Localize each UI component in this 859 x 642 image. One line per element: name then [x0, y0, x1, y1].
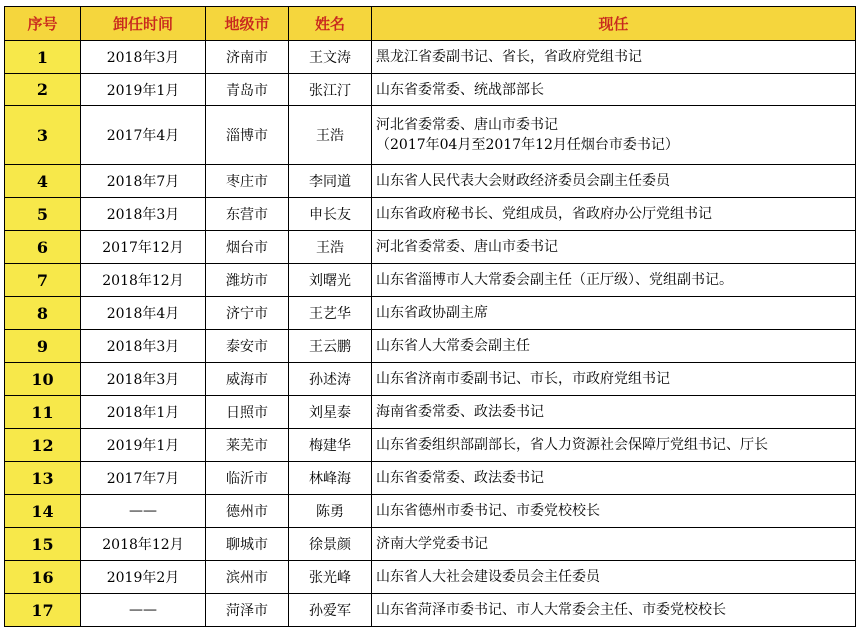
city-cell: 临沂市 — [206, 462, 289, 495]
current-position-line: （2017年04月至2017年12月任烟台市委书记） — [376, 137, 679, 153]
seq-cell: 10 — [5, 363, 81, 396]
leave-time-cell: 2019年1月 — [81, 74, 206, 106]
header-city: 地级市 — [206, 7, 289, 41]
name-cell: 王浩 — [289, 106, 372, 165]
table-row — [5, 74, 856, 106]
table-row — [5, 41, 856, 74]
table-row — [5, 429, 856, 462]
city-cell: 日照市 — [206, 396, 289, 429]
table-row — [5, 396, 856, 429]
seq-cell: 12 — [5, 429, 81, 462]
name-cell: 梅建华 — [289, 429, 372, 462]
officials-table-container — [4, 6, 855, 627]
city-cell: 东营市 — [206, 198, 289, 231]
header-seq: 序号 — [5, 7, 81, 41]
seq-cell: 7 — [5, 264, 81, 297]
header-name: 姓名 — [289, 7, 372, 41]
leave-time-cell: 2018年12月 — [81, 264, 206, 297]
table-row — [5, 231, 856, 264]
name-cell: 孙述涛 — [289, 363, 372, 396]
current-position-cell — [372, 41, 856, 74]
name-cell: 李同道 — [289, 165, 372, 198]
current-position-cell — [372, 231, 856, 264]
seq-cell: 5 — [5, 198, 81, 231]
leave-time-cell: 2019年1月 — [81, 429, 206, 462]
leave-time-cell: 2018年3月 — [81, 198, 206, 231]
city-cell: 淄博市 — [206, 106, 289, 165]
city-cell: 莱芜市 — [206, 429, 289, 462]
table-row — [5, 594, 856, 627]
table-row — [5, 528, 856, 561]
officials-table — [4, 6, 856, 627]
current-position-cell — [372, 462, 856, 495]
name-cell: 孙爱军 — [289, 594, 372, 627]
current-position-line: 山东省人民代表大会财政经济委员会副主任委员 — [376, 173, 670, 189]
city-cell: 青岛市 — [206, 74, 289, 106]
current-position-line: 河北省委常委、唐山市委书记 — [376, 117, 558, 133]
current-position-line: 山东省人大社会建设委员会主任委员 — [376, 569, 600, 585]
current-position-cell — [372, 330, 856, 363]
current-position-line: 济南大学党委书记 — [376, 536, 488, 552]
name-cell: 王文涛 — [289, 41, 372, 74]
city-cell: 聊城市 — [206, 528, 289, 561]
current-position-cell — [372, 363, 856, 396]
name-cell: 张江汀 — [289, 74, 372, 106]
current-position-line: 山东省政协副主席 — [376, 305, 488, 321]
table-row — [5, 297, 856, 330]
city-cell: 潍坊市 — [206, 264, 289, 297]
current-position-cell — [372, 561, 856, 594]
name-cell: 王云鹏 — [289, 330, 372, 363]
table-row — [5, 462, 856, 495]
table-body — [5, 41, 856, 627]
header-leave-time: 卸任时间 — [81, 7, 206, 41]
table-row — [5, 106, 856, 165]
current-position-cell — [372, 74, 856, 106]
table-row — [5, 330, 856, 363]
current-position-line: 山东省德州市委书记、市委党校校长 — [376, 503, 600, 519]
current-position-cell — [372, 264, 856, 297]
current-position-cell — [372, 396, 856, 429]
current-position-cell — [372, 106, 856, 165]
name-cell: 刘曙光 — [289, 264, 372, 297]
leave-time-cell: 2017年7月 — [81, 462, 206, 495]
leave-time-cell: 2018年3月 — [81, 363, 206, 396]
city-cell: 菏泽市 — [206, 594, 289, 627]
current-position-line: 山东省菏泽市委书记、市人大常委会主任、市委党校校长 — [376, 602, 726, 618]
seq-cell: 9 — [5, 330, 81, 363]
leave-time-cell: 2017年4月 — [81, 106, 206, 165]
city-cell: 德州市 — [206, 495, 289, 528]
table-row — [5, 363, 856, 396]
city-cell: 烟台市 — [206, 231, 289, 264]
city-cell: 济宁市 — [206, 297, 289, 330]
seq-cell: 6 — [5, 231, 81, 264]
current-position-line: 山东省淄博市人大常委会副主任（正厅级）、党组副书记。 — [376, 272, 733, 288]
current-position-cell — [372, 198, 856, 231]
leave-time-cell: 2018年3月 — [81, 41, 206, 74]
seq-cell: 4 — [5, 165, 81, 198]
name-cell: 张光峰 — [289, 561, 372, 594]
leave-time-cell: 2018年4月 — [81, 297, 206, 330]
current-position-line: 黑龙江省委副书记、省长，省政府党组书记 — [376, 49, 642, 65]
table-row — [5, 561, 856, 594]
current-position-cell — [372, 297, 856, 330]
current-position-cell — [372, 528, 856, 561]
seq-cell: 17 — [5, 594, 81, 627]
current-position-line: 山东省委常委、政法委书记 — [376, 470, 544, 486]
seq-cell: 3 — [5, 106, 81, 165]
name-cell: 申长友 — [289, 198, 372, 231]
city-cell: 威海市 — [206, 363, 289, 396]
current-position-cell — [372, 429, 856, 462]
city-cell: 泰安市 — [206, 330, 289, 363]
table-row — [5, 198, 856, 231]
name-cell: 徐景颜 — [289, 528, 372, 561]
table-row — [5, 165, 856, 198]
current-position-cell — [372, 165, 856, 198]
table-row — [5, 495, 856, 528]
seq-cell: 16 — [5, 561, 81, 594]
leave-time-cell: 2018年1月 — [81, 396, 206, 429]
leave-time-cell: 2019年2月 — [81, 561, 206, 594]
city-cell: 枣庄市 — [206, 165, 289, 198]
name-cell: 刘星泰 — [289, 396, 372, 429]
seq-cell: 15 — [5, 528, 81, 561]
table-header-row — [5, 7, 856, 41]
leave-time-cell: 2018年7月 — [81, 165, 206, 198]
city-cell: 滨州市 — [206, 561, 289, 594]
leave-time-cell: 2017年12月 — [81, 231, 206, 264]
seq-cell: 8 — [5, 297, 81, 330]
header-current-position: 现任 — [372, 7, 856, 41]
seq-cell: 1 — [5, 41, 81, 74]
name-cell: 陈勇 — [289, 495, 372, 528]
current-position-line: 山东省人大常委会副主任 — [376, 338, 530, 354]
current-position-cell — [372, 495, 856, 528]
seq-cell: 13 — [5, 462, 81, 495]
seq-cell: 2 — [5, 74, 81, 106]
leave-time-cell: —— — [81, 594, 206, 627]
table-row — [5, 264, 856, 297]
leave-time-cell: 2018年12月 — [81, 528, 206, 561]
leave-time-cell: —— — [81, 495, 206, 528]
current-position-line: 海南省委常委、政法委书记 — [376, 404, 544, 420]
name-cell: 王浩 — [289, 231, 372, 264]
current-position-line: 山东省委常委、统战部部长 — [376, 81, 544, 98]
seq-cell: 11 — [5, 396, 81, 429]
name-cell: 王艺华 — [289, 297, 372, 330]
city-cell: 济南市 — [206, 41, 289, 74]
current-position-line: 山东省委组织部副部长，省人力资源社会保障厅党组书记、厅长 — [376, 437, 768, 453]
name-cell: 林峰海 — [289, 462, 372, 495]
seq-cell: 14 — [5, 495, 81, 528]
current-position-cell — [372, 594, 856, 627]
leave-time-cell: 2018年3月 — [81, 330, 206, 363]
current-position-line: 山东省济南市委副书记、市长，市政府党组书记 — [376, 371, 670, 387]
current-position-line: 河北省委常委、唐山市委书记 — [376, 239, 558, 255]
current-position-line: 山东省政府秘书长、党组成员，省政府办公厅党组书记 — [376, 206, 712, 222]
